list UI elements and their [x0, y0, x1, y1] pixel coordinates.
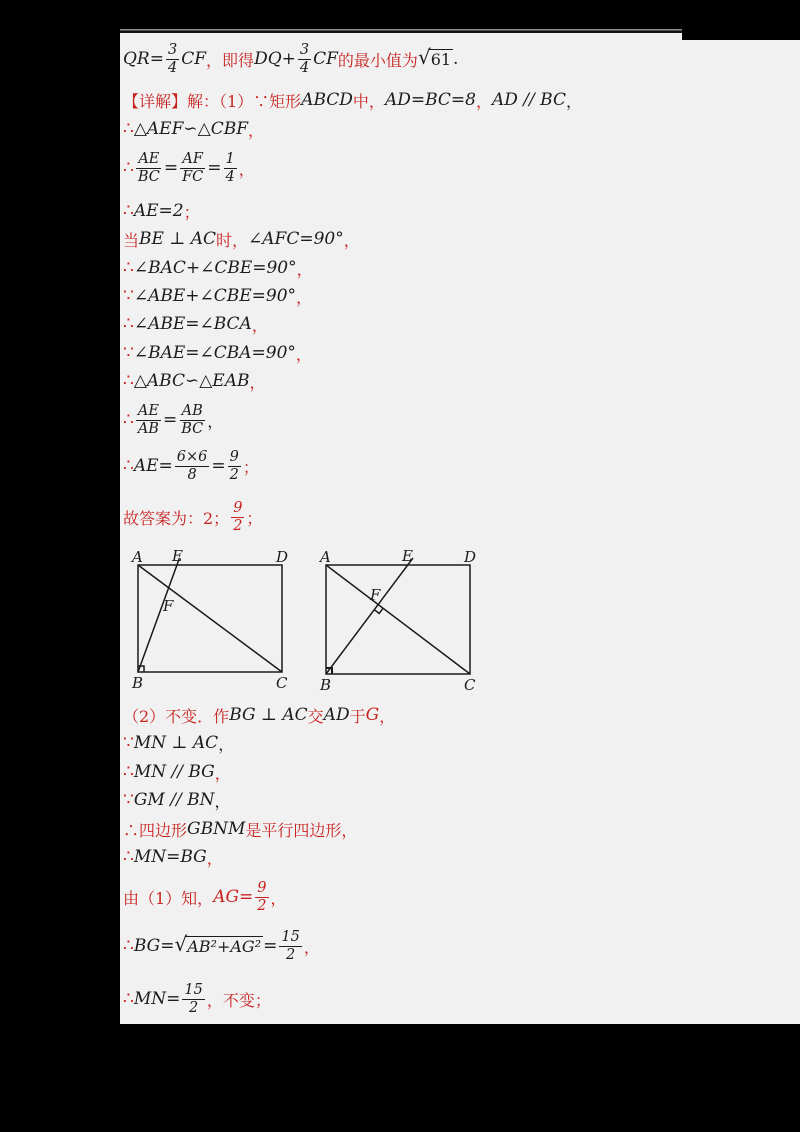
text-segment: =	[163, 158, 179, 178]
text-segment: ∴	[123, 201, 134, 221]
text-segment: ，	[343, 230, 360, 250]
text-segment: 即得	[222, 50, 255, 70]
text-line-6	[123, 227, 360, 251]
text-segment: MN ⊥ AC	[133, 733, 219, 753]
text-segment: AE=2	[133, 201, 184, 221]
fraction: $\frac{AF}{FC}$	[182, 151, 204, 185]
text-segment: ∠AFC=90°	[248, 229, 344, 249]
text-line-10	[123, 341, 312, 365]
text-line-5	[123, 199, 200, 223]
text-line-7	[123, 256, 313, 280]
text-segment: =	[207, 158, 222, 178]
vertex-label-A: A	[320, 548, 331, 566]
text-segment: AD	[323, 705, 350, 725]
fraction: $\frac{15}{2}$	[281, 929, 300, 963]
text-segment: .	[453, 49, 459, 69]
fraction: $\frac{15}{2}$	[184, 982, 203, 1016]
text-segment: ；	[246, 508, 263, 528]
text-line-12	[123, 397, 223, 443]
line-BE-left	[138, 558, 180, 672]
text-segment: =	[211, 456, 226, 476]
text-segment: AE=	[133, 456, 173, 476]
text-segment: ，	[206, 50, 223, 70]
text-segment: ，不变；	[206, 990, 271, 1010]
text-segment: GM // BN	[133, 790, 215, 810]
text-segment: ∠ABE+∠CBE=90°	[133, 286, 297, 306]
text-segment: 是平行四边形，	[245, 820, 358, 840]
text-segment: DQ+	[254, 49, 296, 69]
right-angle-mark-F-right	[374, 609, 382, 614]
fraction: $\frac{3}{4}$	[167, 42, 178, 76]
text-segment: ∴	[123, 119, 134, 139]
vertex-label-B: B	[132, 674, 144, 692]
text-segment: ，	[251, 315, 268, 335]
text-segment: ，	[295, 344, 312, 364]
text-segment: ，	[238, 159, 255, 179]
text-segment: ∴	[123, 456, 134, 476]
text-segment: ，	[248, 120, 265, 140]
fraction: $\frac{AE}{AB}$	[137, 403, 159, 437]
text-segment: 时，	[216, 230, 249, 250]
text-line-2	[123, 88, 582, 112]
text-segment: ∴	[123, 936, 134, 956]
text-line-18	[123, 788, 230, 812]
text-segment: ，	[214, 763, 231, 783]
text-segment: ，	[218, 734, 235, 754]
vertex-label-C: C	[276, 674, 288, 692]
fraction: $\frac{6\times 6}{8}$	[176, 449, 208, 483]
text-segment: ，	[475, 91, 492, 111]
text-segment: ∵	[123, 790, 134, 810]
text-line-20	[123, 845, 223, 869]
fraction: $\frac{1}{4}$	[225, 151, 235, 185]
text-segment: 的最小值为	[337, 50, 418, 70]
text-segment: ∠BAC+∠CBE=90°	[133, 258, 297, 278]
geometry-diagrams	[130, 548, 490, 703]
vertex-label-F: F	[163, 597, 174, 615]
text-segment: ABCD	[301, 90, 353, 110]
text-segment: ∴	[123, 314, 134, 334]
text-segment: △ABC∽△EAB	[133, 371, 250, 391]
vertex-label-B: B	[320, 676, 332, 694]
text-segment: AD // BC	[491, 90, 566, 110]
text-segment: ；	[183, 202, 200, 222]
text-segment: ，	[296, 259, 313, 279]
text-segment: MN=	[133, 989, 181, 1009]
text-line-4	[123, 145, 255, 191]
vertex-label-E: E	[402, 548, 413, 565]
text-line-8	[123, 284, 312, 308]
text-segment: 由（1）知，	[123, 888, 214, 908]
text-segment: CF	[313, 49, 338, 69]
fraction: $\frac{9}{2}$	[257, 880, 267, 914]
black-notch	[682, 0, 800, 40]
text-segment: G	[365, 705, 380, 725]
text-segment: ∴	[123, 762, 134, 782]
figure-right-labels	[318, 548, 476, 694]
text-line-9	[123, 312, 268, 336]
text-line-21	[123, 874, 287, 920]
text-line-14	[123, 494, 262, 540]
text-segment: 【详解】解：（1）∵矩形	[123, 91, 302, 111]
text-segment: ，	[249, 372, 266, 392]
figure-right	[326, 558, 470, 674]
text-segment: ，	[296, 287, 313, 307]
vertex-label-D: D	[464, 548, 477, 566]
text-segment: ∴	[123, 371, 134, 391]
text-segment: （2）不变．作	[123, 706, 230, 726]
text-segment: ，	[379, 706, 396, 726]
diagonal-AC-left	[138, 565, 282, 672]
text-line-23	[123, 976, 271, 1022]
text-segment: ∴	[123, 258, 134, 278]
text-segment: =	[162, 410, 178, 430]
text-segment: QR=	[123, 49, 164, 69]
text-line-17	[123, 760, 231, 784]
text-segment: BG=	[133, 936, 175, 956]
figure-left-labels	[130, 548, 288, 692]
vertex-label-F: F	[370, 586, 381, 604]
text-segment: ∵	[123, 733, 134, 753]
fraction: $\frac{9}{2}$	[233, 500, 243, 534]
text-line-15	[123, 703, 395, 727]
fraction: $\frac{3}{4}$	[299, 42, 310, 76]
text-segment: ∵	[123, 286, 134, 306]
text-segment: BG ⊥ AC	[229, 705, 308, 725]
text-line-11	[123, 369, 266, 393]
text-segment: ；	[242, 457, 259, 477]
text-line-16	[123, 731, 234, 755]
text-segment: 交	[307, 706, 324, 726]
text-segment: GBNM	[187, 819, 246, 839]
text-segment: ，	[303, 937, 320, 957]
diagonal-AC-right	[326, 565, 470, 674]
text-segment: ∴	[123, 410, 134, 430]
text-segment: ，	[207, 411, 224, 431]
text-segment: ，	[214, 791, 231, 811]
text-segment: ∴	[123, 847, 134, 867]
text-segment: ，	[206, 848, 223, 868]
text-segment: MN=BG	[133, 847, 207, 867]
fraction: $\frac{AE}{BC}$	[137, 151, 160, 185]
vertex-label-C: C	[464, 676, 476, 694]
radical: √ AB²+AG²	[174, 931, 262, 956]
text-segment: ，	[270, 888, 287, 908]
text-segment: ∠BAE=∠CBA=90°	[133, 343, 296, 363]
text-segment: ∠ABE=∠BCA	[133, 314, 252, 334]
text-segment: ∴	[123, 989, 134, 1009]
text-segment: 故答案为：2；	[123, 508, 230, 528]
text-segment: CF	[181, 49, 207, 69]
text-line-13	[123, 443, 259, 489]
text-line-22	[123, 923, 320, 969]
text-line-1	[123, 36, 458, 82]
text-line-3	[123, 117, 264, 141]
text-segment: AD=BC=8	[384, 90, 476, 110]
vertex-label-E: E	[172, 548, 183, 565]
text-segment: 当	[123, 230, 140, 250]
text-segment: MN // BG	[133, 762, 215, 782]
text-segment: ∵	[123, 343, 134, 363]
vertex-label-A: A	[132, 548, 143, 566]
figure-left	[138, 558, 282, 672]
text-segment: 中，	[352, 91, 385, 111]
text-segment: △AEF∽△CBF	[133, 119, 248, 139]
fraction: $\frac{AB}{BC}$	[181, 403, 204, 437]
vertex-label-D: D	[276, 548, 289, 566]
radical: √ 61	[417, 44, 452, 69]
text-segment: 于	[349, 706, 366, 726]
text-segment: =	[263, 936, 278, 956]
text-segment: AG=	[213, 887, 254, 907]
text-segment: ∴	[123, 158, 134, 178]
document-page	[120, 33, 800, 1024]
text-line-19	[123, 817, 357, 841]
fraction: $\frac{9}{2}$	[229, 449, 239, 483]
text-segment: ∴四边形	[123, 820, 188, 840]
text-segment: BE ⊥ AC	[139, 229, 216, 249]
text-segment: ，	[565, 91, 582, 111]
